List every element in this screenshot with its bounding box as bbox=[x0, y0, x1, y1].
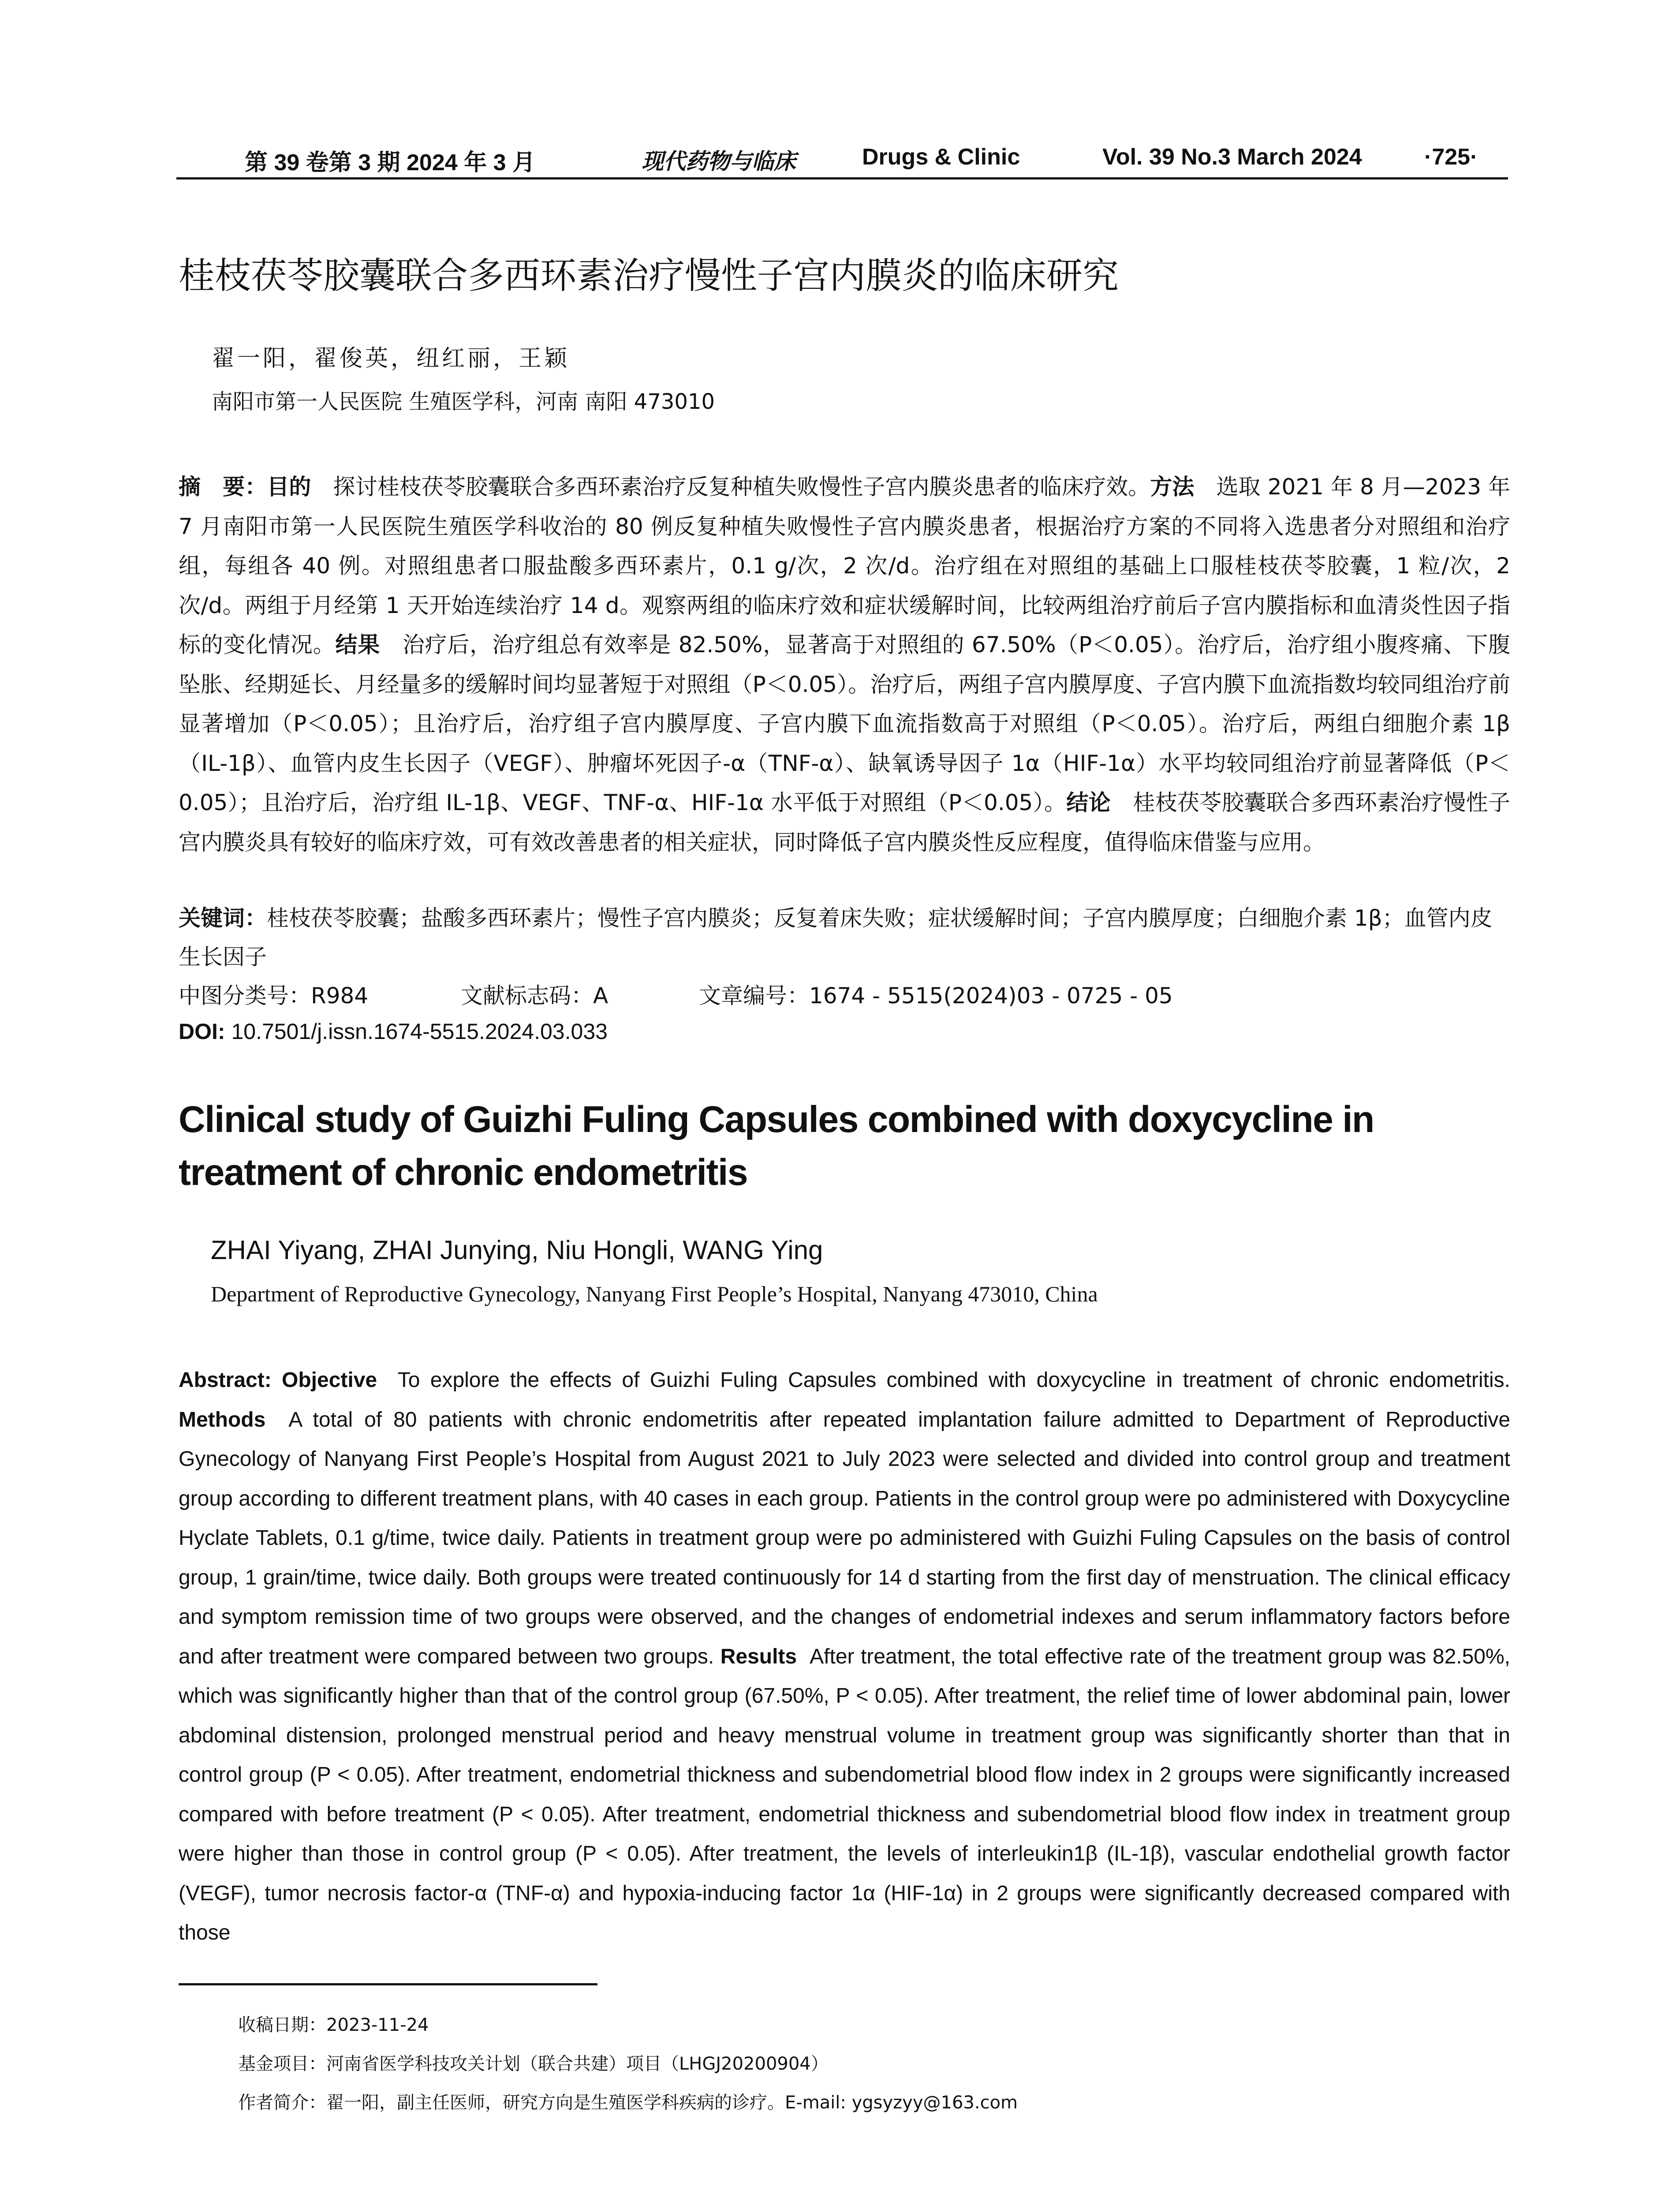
footnotes bbox=[238, 2006, 1018, 2122]
doi-label: DOI: bbox=[179, 1019, 225, 1044]
en-results: After treatment, the total effective rate of the treatment group was 82.50%, which was significantly higher than that of the control group (67.50%, P < 0.05). After treatment, the relief time of lower abdominal pain, lower abdominal distension, prolonged menstrual period and heavy menstrual volume in treatment group was significantly shorter than that in control group (P < 0.05). After treatment, endometrial thickness and subendometrial blood flow index in 2 groups were significantly increased compared with before treatment (P < 0.05). After treatment, endometrial thickness and subendometrial blood flow index in treatment group were higher than those in control group (P < 0.05). After treatment, the levels of interleukin1β (IL-1β), vascular endothelial growth factor (VEGF), tumor necrosis factor-α (TNF-α) and hypoxia-inducing factor 1α (HIF-1α) in 2 groups were significantly decreased compared with those bbox=[179, 1644, 1510, 1944]
cn-abstract bbox=[179, 467, 1510, 862]
cn-objective: 探讨桂枝茯苓胶囊联合多西环素治疗反复种植失败慢性子宫内膜炎患者的临床疗效。 bbox=[333, 474, 1150, 500]
footnote-fund: 基金项目：河南省医学科技攻关计划（联合共建）项目（LHGJ20200904） bbox=[238, 2054, 829, 2074]
cn-keywords-label: 关键词： bbox=[179, 905, 267, 931]
cn-keywords-text: 桂枝茯苓胶囊；盐酸多西环素片；慢性子宫内膜炎；反复着床失败；症状缓解时间；子宫内膜厚度；白细胞介素 1β；血管内皮生长因子 bbox=[179, 905, 1493, 970]
cn-results: 治疗后，治疗组总有效率是 82.50%，显著高于对照组的 67.50%（P＜0.05）。治疗后，治疗组小腹疼痛、下腹坠胀、经期延长、月经量多的缓解时间均显著短于对照组（P＜0.05）。治疗后，两组子宫内膜厚度、子宫内膜下血流指数均较同组治疗前显著增加（P＜0.05）；且治疗后，治疗组子宫内膜厚度、子宫内膜下血流指数高于对照组（P＜0.05）。治疗后，两组白细胞介素 1β（IL-1β）、血管内皮生长因子（VEGF）、肿瘤坏死因子-α（TNF-α）、缺氧诱导因子 1α（HIF-1α）水平均较同组治疗前显著降低（P＜0.05）；且治疗后，治疗组 IL-1β、VEGF、TNF-α、HIF-1α 水平低于对照组（P＜0.05）。 bbox=[179, 632, 1511, 815]
cn-conclusion-label: 结论 bbox=[1066, 790, 1111, 815]
footnote-rule bbox=[179, 1983, 597, 1985]
header-journal-en: Drugs & Clinic bbox=[862, 144, 1020, 170]
en-abstract-label: Abstract: bbox=[179, 1368, 272, 1392]
cn-keywords bbox=[179, 899, 1510, 976]
en-authors: ZHAI Yiyang, ZHAI Junying, Niu Hongli, WANG Ying bbox=[211, 1235, 823, 1265]
en-abstract bbox=[179, 1360, 1510, 1953]
en-objective-label: Objective bbox=[282, 1368, 377, 1392]
cn-clc: 中图分类号：R984 bbox=[179, 983, 369, 1009]
cn-methods: 选取 2021 年 8 月—2023 年 7 月南阳市第一人民医院生殖医学科收治的 80 例反复种植失败慢性子宫内膜炎患者，根据治疗方案的不同将入选患者分对照组和治疗组，每组各 40 例。对照组患者口服盐酸多西环素片，0.1 g/次，2 次/d。治疗组在对照组的基础上口服桂枝茯苓胶囊，1 粒/次，2 次/d。两组于月经第 1 天开始连续治疗 14 d。观察两组的临床疗效和症状缓解时间，比较两组治疗前后子宫内膜指标和血清炎性因子指标的变化情况。 bbox=[179, 474, 1511, 658]
header-rule bbox=[176, 177, 1508, 179]
header-issue: 第 39 卷第 3 期 2024 年 3 月 bbox=[245, 150, 535, 176]
footnote-author-bio: 作者简介：翟一阳，副主任医师，研究方向是生殖医学科疾病的诊疗。E-mail: ygsyzyy@163.com bbox=[238, 2093, 1018, 2113]
en-methods: A total of 80 patients with chronic endometritis after repeated implantation failure admitted to Department of Reproductive Gynecology of Nanyang First People’s Hospital from August 2021 to July 2023 were selected and divided into control group and treatment group according to different treatment plans, with 40 cases in each group. Patients in the control group were po administered with Doxycycline Hyclate Tablets, 0.1 g/time, twice daily. Patients in treatment group were po administered with Guizhi Fuling Capsules on the basis of control group, 1 grain/time, twice daily. Both groups were treated continuously for 14 d starting from the first day of menstruation. The clinical efficacy and symptom remission time of two groups were observed, and the changes of endometrial indexes and serum inflammatory factors before and after treatment were compared between two groups. bbox=[179, 1408, 1511, 1668]
en-affiliation: Department of Reproductive Gynecology, Nanyang First People’s Hospital, Nanyang 473010, China bbox=[211, 1282, 1098, 1306]
header-journal-cn: 现代药物与临床 bbox=[642, 148, 796, 174]
footnote-received: 收稿日期：2023-11-24 bbox=[238, 2015, 429, 2035]
cn-authors: 翟一阳，翟俊英，纽红丽，王颖 bbox=[212, 345, 570, 372]
cn-article-no: 文章编号：1674 - 5515(2024)03 - 0725 - 05 bbox=[699, 983, 1173, 1009]
cn-title: 桂枝茯苓胶囊联合多西环素治疗慢性子宫内膜炎的临床研究 bbox=[179, 255, 1119, 297]
cn-doc-code: 文献标志码：A bbox=[461, 983, 609, 1009]
cn-results-label: 结果 bbox=[335, 632, 381, 658]
doi-value: 10.7501/j.issn.1674-5515.2024.03.033 bbox=[225, 1019, 608, 1044]
cn-objective-label: 目的 bbox=[267, 474, 311, 500]
running-header bbox=[176, 140, 1508, 176]
en-methods-label: Methods bbox=[179, 1408, 266, 1431]
header-volume: Vol. 39 No.3 March 2024 bbox=[1102, 144, 1362, 170]
header-page-number: ·725· bbox=[1424, 144, 1478, 170]
en-results-label: Results bbox=[720, 1644, 797, 1668]
cn-doi bbox=[179, 1019, 608, 1044]
cn-affiliation: 南阳市第一人民医院 生殖医学科，河南 南阳 473010 bbox=[212, 389, 715, 414]
cn-conclusion: 桂枝茯苓胶囊联合多西环素治疗慢性子宫内膜炎具有较好的临床疗效，可有效改善患者的相关症状，同时降低子宫内膜炎性反应程度，值得临床借鉴与应用。 bbox=[179, 790, 1511, 855]
en-objective: To explore the effects of Guizhi Fuling Capsules combined with doxycycline in treatment of chronic endometritis. bbox=[397, 1368, 1510, 1392]
cn-abstract-label: 摘 要： bbox=[179, 474, 267, 500]
en-title: Clinical study of Guizhi Fuling Capsules combined with doxycycline in treatment of chronic endometritis bbox=[179, 1099, 1374, 1193]
cn-methods-label: 方法 bbox=[1150, 474, 1195, 500]
